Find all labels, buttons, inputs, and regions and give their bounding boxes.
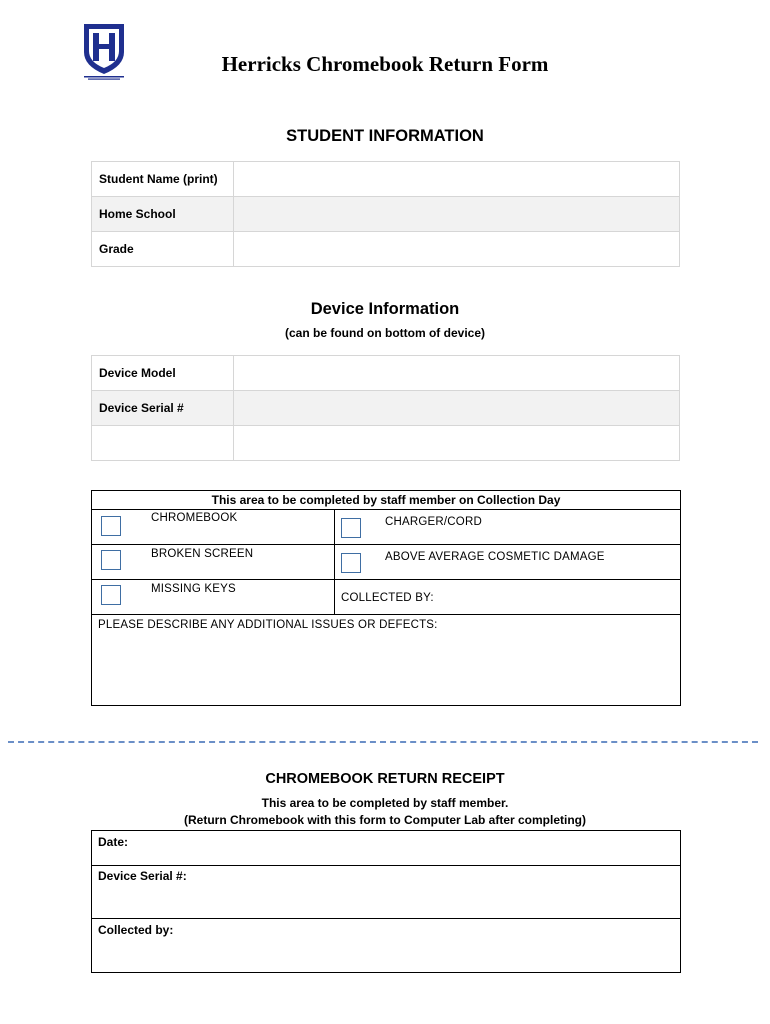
extra-field[interactable]: [234, 426, 680, 461]
chromebook-checkbox[interactable]: [101, 516, 121, 536]
device-info-table: [91, 355, 680, 461]
receipt-line-1: This area to be completed by staff member.: [261, 796, 509, 810]
collection-heading: This area to be completed by staff member on Collection Day: [211, 493, 561, 507]
table-row: [92, 356, 680, 391]
student-name-label: Student Name (print): [92, 162, 234, 197]
cut-line: [8, 741, 758, 743]
receipt-serial-label: Device Serial #:: [98, 869, 187, 883]
table-row: [92, 426, 680, 461]
broken-screen-label: BROKEN SCREEN: [151, 548, 254, 560]
device-info-subheading: (can be found on bottom of device): [285, 326, 485, 340]
divider: [92, 865, 680, 866]
device-model-label: Device Model: [92, 356, 234, 391]
device-serial-field[interactable]: [234, 391, 680, 426]
cosmetic-damage-label: ABOVE AVERAGE COSMETIC DAMAGE: [385, 551, 605, 563]
table-row: [92, 391, 680, 426]
receipt-collected-label: Collected by:: [98, 923, 174, 937]
table-row: [92, 232, 680, 267]
collection-day-box: [91, 490, 681, 706]
receipt-heading: CHROMEBOOK RETURN RECEIPT: [265, 771, 505, 787]
receipt-line-2: (Return Chromebook with this form to Computer Lab after completing): [184, 813, 586, 827]
divider: [92, 509, 680, 510]
grade-label: Grade: [92, 232, 234, 267]
student-info-heading: STUDENT INFORMATION: [286, 127, 484, 145]
table-row: [92, 197, 680, 232]
divider: [92, 918, 680, 919]
student-name-field[interactable]: [234, 162, 680, 197]
divider: [334, 509, 335, 615]
charger-label: CHARGER/CORD: [385, 516, 482, 528]
grade-field[interactable]: [234, 232, 680, 267]
table-row: [92, 162, 680, 197]
home-school-field[interactable]: [234, 197, 680, 232]
student-info-table: [91, 161, 680, 267]
broken-screen-checkbox[interactable]: [101, 550, 121, 570]
additional-issues-label: PLEASE DESCRIBE ANY ADDITIONAL ISSUES OR DEFECTS:: [98, 619, 438, 631]
chromebook-label: CHROMEBOOK: [151, 512, 238, 524]
divider: [92, 614, 680, 615]
receipt-date-label: Date:: [98, 835, 129, 849]
device-serial-label: Device Serial #: [92, 391, 234, 426]
extra-label: [92, 426, 234, 461]
divider: [92, 579, 680, 580]
receipt-box: [91, 830, 681, 973]
device-model-field[interactable]: [234, 356, 680, 391]
missing-keys-label: MISSING KEYS: [151, 583, 236, 595]
cosmetic-damage-checkbox[interactable]: [341, 553, 361, 573]
missing-keys-checkbox[interactable]: [101, 585, 121, 605]
device-info-heading: Device Information: [310, 300, 460, 318]
home-school-label: Home School: [92, 197, 234, 232]
divider: [92, 544, 680, 545]
collected-by-label: COLLECTED BY:: [341, 592, 434, 604]
charger-checkbox[interactable]: [341, 518, 361, 538]
form-title: Herricks Chromebook Return Form: [221, 52, 549, 76]
